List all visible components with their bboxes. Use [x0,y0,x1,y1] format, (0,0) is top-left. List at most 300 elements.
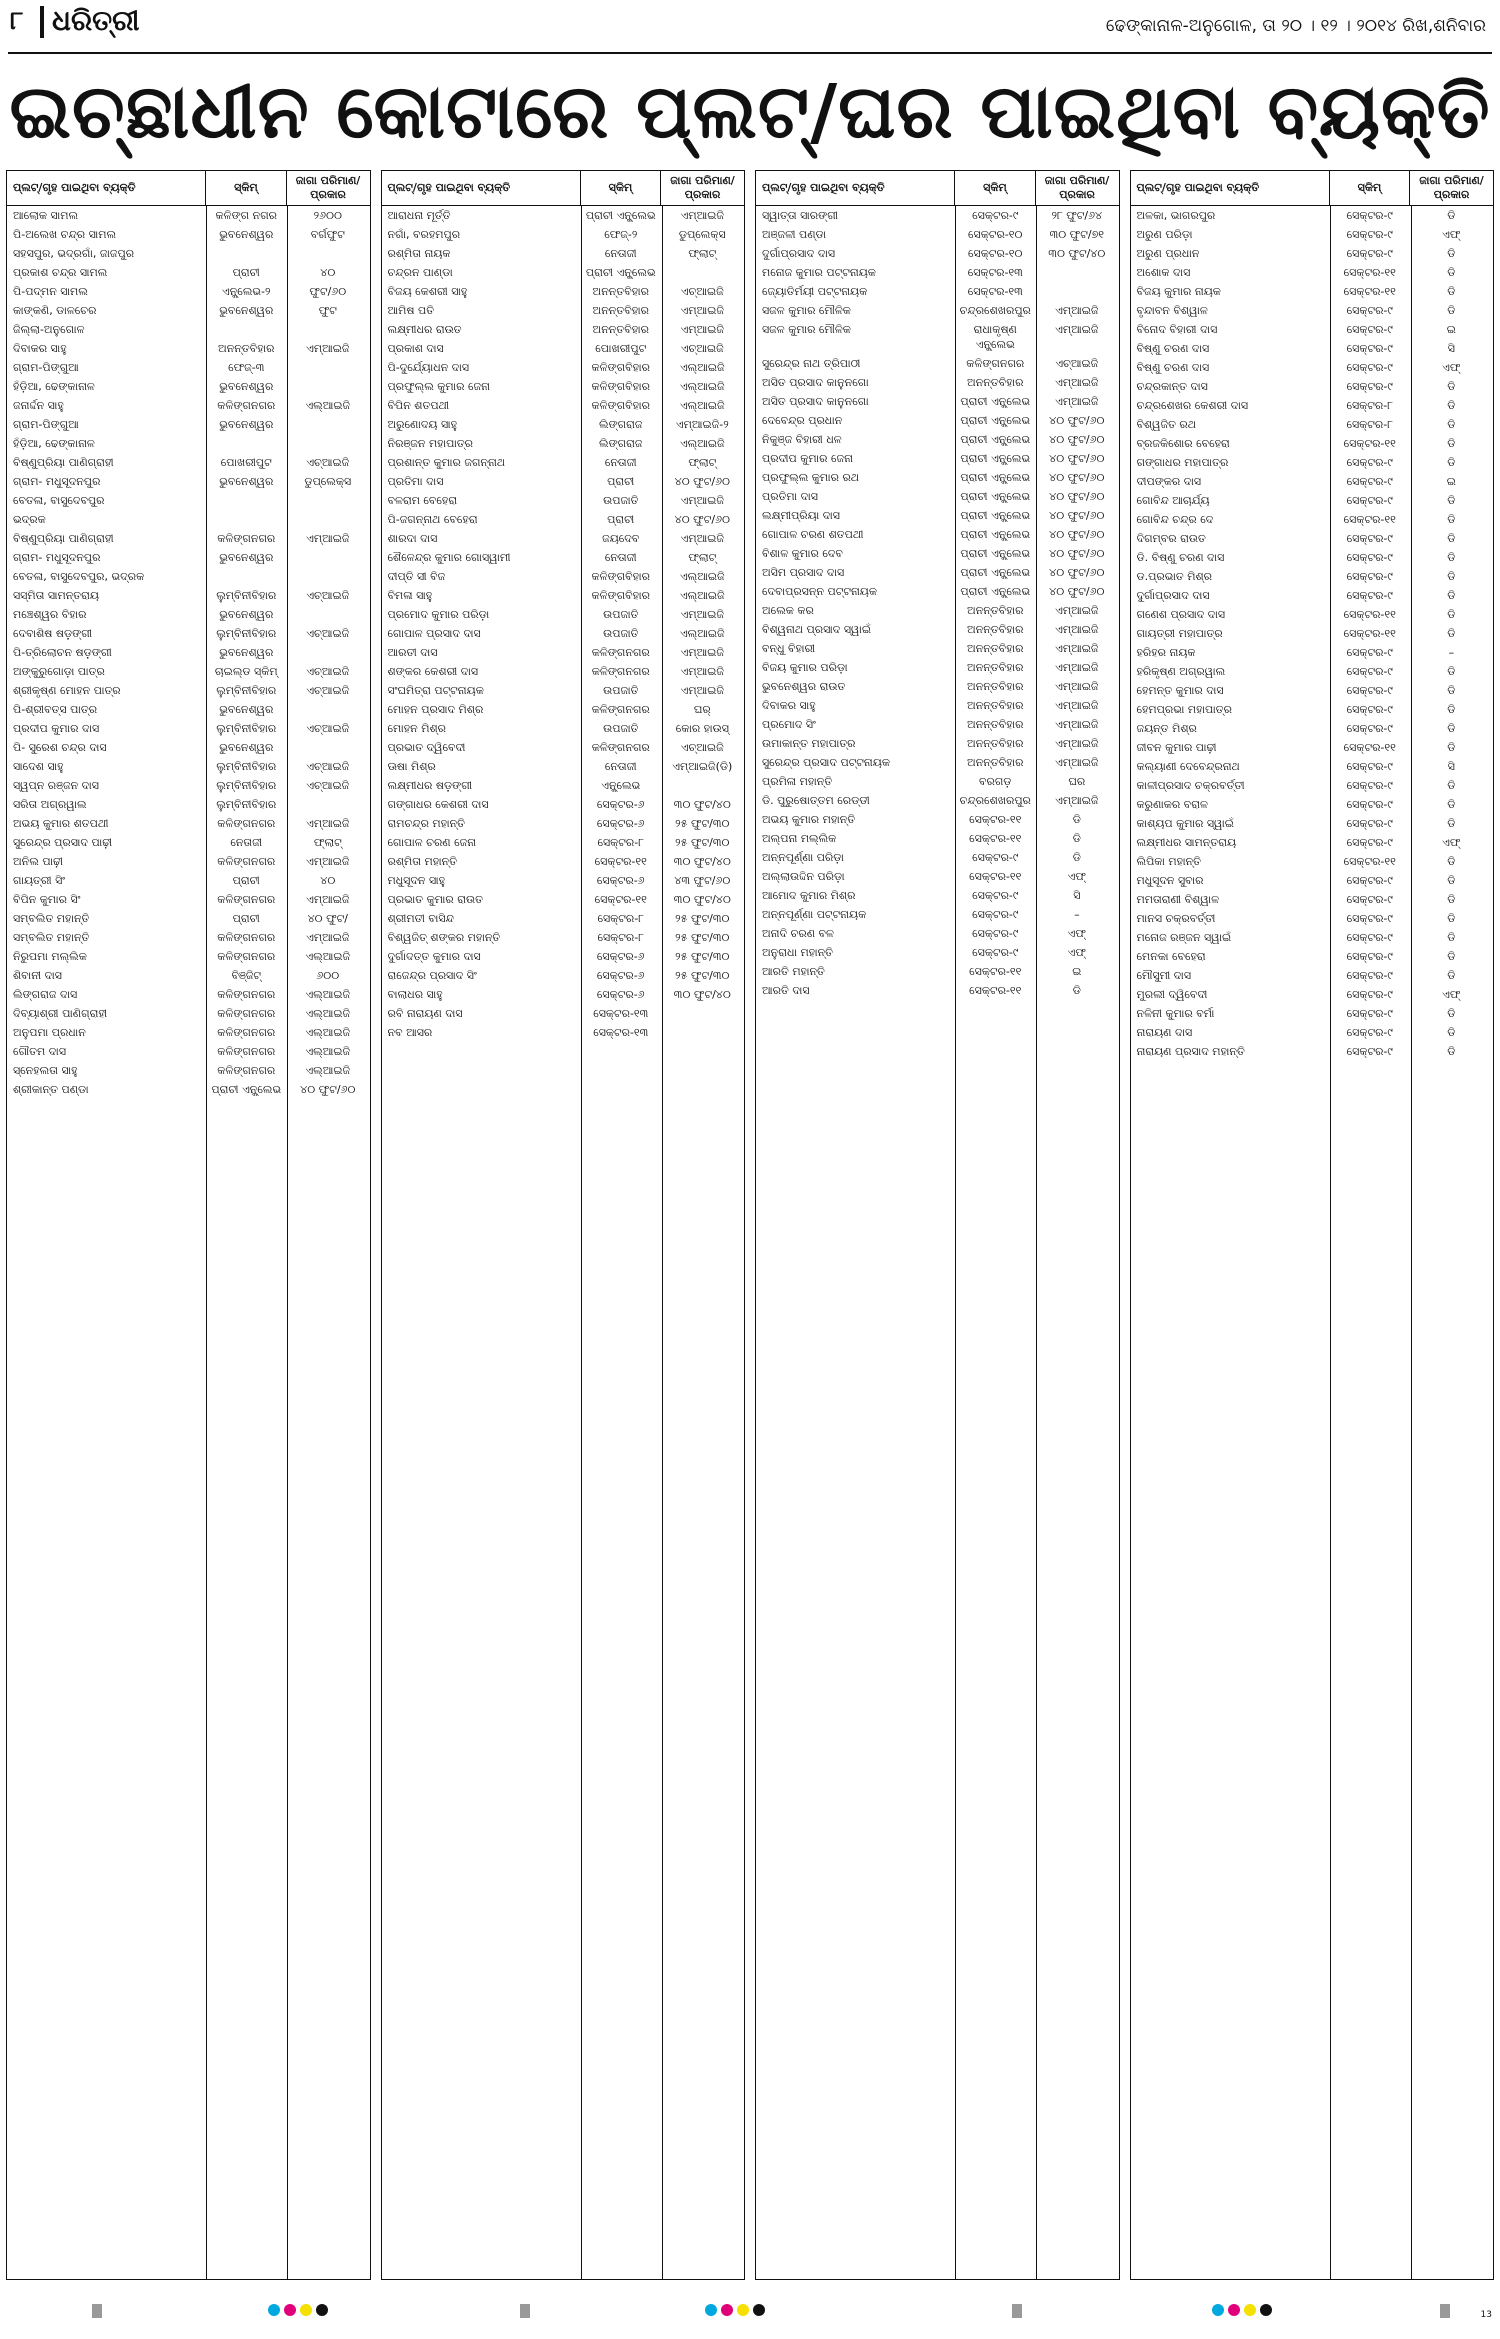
table-row [756,848,1119,867]
allottee-name: ଚନ୍ଦ୍ରଶେଖର କେଶରୀ ଦାସ [1136,399,1249,412]
scheme-name: ସେକ୍ଟର-୯ [1346,817,1393,830]
table-row [382,244,745,263]
plot-size: ଏଚ୍ଆଇଜି [680,741,724,754]
scheme-name: ନେତାଜୀ [230,836,263,849]
table-row [1131,1023,1494,1042]
table-row [1131,358,1494,377]
scheme-name: ଜୟଦେବ [602,532,640,545]
allottee-name: ଶିବାନୀ ଦାସ [13,969,62,982]
table-row [1131,282,1494,301]
plot-size: ଏମ୍ଆଇଜି [1055,395,1099,408]
plot-size: ସି [1447,342,1455,355]
scheme-name: ସେକ୍ଟର-୧୧ [1343,741,1396,754]
scheme-name: ପ୍ରାଚୀ ଏନ୍କ୍ଲେଭ [960,414,1031,427]
plot-size: ଏଲ୍ଆଇଜି [679,589,725,602]
scheme-name: କଳିଙ୍ଗନଗର [217,1064,276,1077]
table-row [756,924,1119,943]
gray-registration-mark [1012,2304,1022,2318]
scheme-name: ସେକ୍ଟର-୯ [1346,779,1393,792]
allottee-name: ଶ୍ରୀକୃଷ୍ଣ ମୋହନ ପାତ୍ର [13,684,121,697]
allottee-name: ଦିଗମ୍ବର ରାଉତ [1136,532,1206,545]
allottee-name: ଲିଙ୍ଗରାଜ ଦାସ [13,988,78,1001]
plot-size: ଡି [1447,437,1456,450]
scheme-name: ସେକ୍ଟର-୯ [972,946,1019,959]
gray-registration-mark [520,2304,530,2318]
plot-size: ଏମ୍ଆଇଜି [1055,718,1099,731]
allottee-name: ସୁରେନ୍ଦ୍ର ପ୍ରସାଦ ପାଢ଼ୀ [13,836,113,849]
allottee-name: ରବି ନାରାୟଣ ଦାସ [387,1007,463,1020]
table-row [756,320,1119,354]
black-dot [316,2304,328,2316]
allottee-name: ସରିତା ଅଗ୍ରୱାଲ [13,798,87,811]
table-column-4 [1130,170,1495,2280]
allottee-name: ଅନାଦି ଚରଣ ବଳ [762,927,835,940]
allottee-name: ଅଲ୍ପନା ମଲ୍ଲିକ [762,832,837,845]
scheme-name: ସେକ୍ଟର-୯ [1346,760,1393,773]
allottee-name: ହଁଡ଼ିଆ, ଢେଙ୍କାନାଳ [13,380,95,393]
scheme-name: ଲୁମ୍ବିନୀବିହାର [216,798,277,811]
scheme-name: ପ୍ରାଚୀ ଏନ୍କ୍ଲେଭ [960,528,1031,541]
scheme-name: ଏନ୍କ୍ଲେଭ [601,779,641,792]
plot-size: ୪୦ [320,266,336,279]
scheme-name: ସେକ୍ଟର-୯ [1346,988,1393,1001]
table-row [7,909,370,928]
scheme-name: କଳିଙ୍ଗନଗର [591,665,650,678]
table-row [7,1042,370,1061]
allottee-name: ହେମନ୍ତ କୁମାର ଦାସ [1136,684,1224,697]
scheme-name: ପ୍ରାଚୀ ଏନ୍କ୍ଲେଭ [960,566,1031,579]
table-row [756,962,1119,981]
allottee-name: ଆମୋଦ କୁମାର ମିଶ୍ର [762,889,856,902]
scheme-name: ସେକ୍ଟର-୮ [597,912,644,925]
table-row [756,886,1119,905]
scheme-name: ସେକ୍ଟର-୯ [1346,247,1393,260]
plot-size: ୩୦ ଫୁଟ/୪୦ [673,988,731,1001]
plot-size: ଏମ୍ଆଇଜି [680,665,724,678]
table-row [7,453,370,472]
scheme-name: ଲୁମ୍ବିନୀବିହାର [216,627,277,640]
allottee-name: ସାଦେଶ ସାହୁ [13,760,64,773]
scheme-name: ସେକ୍ଟର-୯ [1346,475,1393,488]
scheme-name: ସେକ୍ଟର-୧୧ [594,855,647,868]
plot-size: ଘର୍ [693,703,711,716]
scheme-name: ଭୁବନେଶ୍ୱର [219,703,274,716]
table-row [382,206,745,225]
allottee-name: ପ୍ରତିମା ଦାସ [387,475,444,488]
plot-size: ଘର [1068,775,1086,788]
allottee-name: ନିକୁଞ୍ଜ ବିହାରୀ ଧଳ [762,433,842,446]
scheme-name: ସେକ୍ଟର-୯ [1346,874,1393,887]
table-row [7,719,370,738]
table-column-1 [6,170,371,2280]
scheme-name: ଅନନ୍ତବିହାର [592,304,649,317]
plot-size: ୪୦ ଫୁଟ/୬୦ [1049,490,1105,503]
plot-size: ଡି [1447,247,1456,260]
table-row [756,263,1119,282]
table-column-2 [381,170,746,2280]
allottee-name: ଦୁର୍ଗାପ୍ରସାଦ ଦାସ [762,247,836,260]
plot-size: ଏମ୍ଆଇଜି [1055,699,1099,712]
table-row [382,624,745,643]
plot-size: ଏଚ୍ଆଇଜି [306,684,350,697]
table-row [756,354,1119,373]
page-number: ୮ [10,6,24,36]
scheme-name: ଉପଜାତି [603,608,639,621]
plot-size: ୨୫ ଫୁଟ/୩୦ [675,836,730,849]
scheme-name: ସେକ୍ଟର-୯ [1346,456,1393,469]
table-row [7,225,370,244]
plot-size: ଏମ୍ଆଇଜି [306,855,350,868]
scheme-name: ସେକ୍ଟର-୯ [972,927,1019,940]
allottee-name: ଗ୍ରାମ- ମଧୁସୂଦନପୁର [13,475,101,488]
table-row [382,1023,745,1042]
dateline: ଢେଙ୍କାନାଳ-ଅନୁଗୋଳ, ତା ୨୦ । ୧୨ । ୨୦୧୪ ରିଖ,ଶନିବାର [1105,16,1486,36]
table-row [382,928,745,947]
magenta-dot [284,2304,296,2316]
allottee-name: ବିଜୟ କୁମାର ନାୟକ [1136,285,1221,298]
allottee-name: ସଂଘମିତ୍ରା ପଟ୍ଟନାୟକ [387,684,484,697]
allottee-name: ବିଶ୍ୱଜିତ ରଥ [1136,418,1196,431]
scheme-name: ନେତାଜୀ [604,760,637,773]
scheme-name: ଚନ୍ଦ୍ରଶେଖରପୁର [959,794,1031,807]
plot-size: ୪୦ ଫୁଟ/୬୦ [1049,452,1105,465]
scheme-name: ଚାଇଲ୍ଡ ସ୍କିମ୍ [214,665,278,678]
table-row [382,358,745,377]
plot-size: ଡି [1447,1045,1456,1058]
table-row [756,829,1119,848]
plot-size: ଏଲ୍ଆଇଜି [679,380,725,393]
allottee-name: ସହସପୁର, ଭଦ୍ରଗାଁ, ଜାଜପୁର [13,247,135,260]
plot-size: ଡି [1447,874,1456,887]
yellow-dot [737,2304,749,2316]
table-row [7,244,370,263]
allottee-name: ରାମଚନ୍ଦ୍ର ମହାନ୍ତି [387,817,465,830]
allottee-name: ଗଙ୍ଗାଧର ମହାପାତ୍ର [1136,456,1229,469]
allottee-name: କରୁଣାକର ବରାଳ [1136,798,1208,811]
scheme-name: ସେକ୍ଟର-୧୧ [1343,266,1396,279]
plot-size: ବର୍ଗଫୁଟ [310,228,345,241]
scheme-name: ସେକ୍ଟର-୧୧ [1343,437,1396,450]
scheme-name: ସେକ୍ଟର-୧୧ [1343,608,1396,621]
table-row [1131,947,1494,966]
plot-size: ଡି [1072,851,1081,864]
header-name: ପ୍ଲଟ୍/ଗୃହ ପାଇଥିବା ବ୍ୟକ୍ତି [762,181,885,194]
table-row [382,757,745,776]
scheme-name: ସେକ୍ଟର-୯ [1346,1007,1393,1020]
cmyk-registration-mark [705,2304,765,2316]
allottee-name: ସ୍ୱାତ୍ତା ସାରଙ୍ଗୀ [762,209,839,222]
allottee-name: ଅରୁଣୋଦୟ ସାହୁ [387,418,458,431]
table-row [1131,928,1494,947]
table-column-3 [755,170,1120,2280]
allottee-name: ଗୋପାଳ ପ୍ରସାଦ ଦାସ [387,627,481,640]
scheme-name: ଉପଜାତି [603,722,639,735]
plot-size: ଡି [1447,665,1456,678]
allottee-name: ଜନାର୍ଦ୍ଦନ ସାହୁ [13,399,64,412]
plot-size: ୪୦ ଫୁଟ/୬୦ [1049,566,1105,579]
table-row [1131,719,1494,738]
scheme-name: ସେକ୍ଟର-୧୧ [969,813,1022,826]
allottee-name: ଆରତୀ ଦାସ [387,646,438,659]
header-name: ପ୍ଲଟ୍/ଗୃହ ପାଇଥିବା ବ୍ୟକ୍ତି [13,181,136,194]
scheme-name: ନେତାଜୀ [604,551,637,564]
plot-size: ଡି [1447,532,1456,545]
scheme-name: ଭୁବନେଶ୍ୱର [219,741,274,754]
allottee-name: ହରିହର ନାୟକ [1136,646,1196,659]
table-row [7,491,370,510]
plot-size: ଏଚ୍ଆଇଜି [680,285,724,298]
plot-size: ଏମ୍ଆଇଜି [1055,376,1099,389]
table-row [382,985,745,1004]
plot-size: ଏମ୍ଆଇଜି [1055,623,1099,636]
allottee-name: ଆରତି ମହାନ୍ତି [762,965,825,978]
table-row [7,377,370,396]
plot-size: ଡି [1447,950,1456,963]
allottee-name: ଦେବେନ୍ଦ୍ର ପ୍ରଧାନ [762,414,843,427]
table-row [7,643,370,662]
allottee-name: ଆମିଷ ପତି [387,304,435,317]
plot-size: ଏଚ୍ଆଇଜି [1055,357,1099,370]
scheme-name: ସେକ୍ଟର-୯ [1346,950,1393,963]
allottee-name: ଅଭୟ କୁମାର ଶତପଥୀ [13,817,109,830]
scheme-name: ସେକ୍ଟର-୧୧ [1343,855,1396,868]
scheme-name: ସେକ୍ଟର-୬ [596,988,645,1001]
plot-size: ଡି [1447,627,1456,640]
allottee-name: ପ୍ରମୋଦ କୁମାର ପରିଡ଼ା [387,608,490,621]
scheme-name: ସେକ୍ଟର-୯ [1346,380,1393,393]
table-row [7,966,370,985]
table-row [7,567,370,586]
allottee-name: ପି-ଅଲେଖ ଚନ୍ଦ୍ର ସାମଲ [13,228,117,241]
table-row [7,776,370,795]
allottee-name: ଗ୍ରାମ-ପିଙ୍ଗୁଆ [13,361,79,374]
plot-size: ଇ [1446,323,1456,336]
scheme-name: ପ୍ରାଚୀ ଏନ୍କ୍ଲେଭ [960,471,1031,484]
table-row [1131,776,1494,795]
scheme-name: ସେକ୍ଟର-୯ [1346,304,1393,317]
plot-size: ଏଲ୍ଆଇଜି [305,1007,351,1020]
table-row [7,320,370,339]
scheme-name: ଭୁବନେଶ୍ୱର [219,418,274,431]
allottee-name: ଅଶୋକ ଦାସ [1136,266,1191,279]
table-row [756,392,1119,411]
scheme-name: ପୋଖରୀପୁଟ [595,342,647,355]
plot-size: ଡି [1447,494,1456,507]
allottee-name: ଜୀବନ କୁମାର ପାଢ଼ୀ [1136,741,1217,754]
scheme-name: ଉପଜାତି [603,684,639,697]
scheme-name: କଳିଙ୍ଗନଗର [591,741,650,754]
header-name: ପ୍ଲଟ୍/ଗୃହ ପାଇଥିବା ବ୍ୟକ୍ତି [387,181,511,194]
table-row [1131,548,1494,567]
scheme-name: ସେକ୍ଟର-୯ [1346,798,1393,811]
plot-size: ୩୦ ଫୁଟ/୪୦ [673,798,731,811]
allottee-name: ପ୍ରଦୀପ କୁମାର ଦାସ [13,722,100,735]
page-number-divider [40,6,44,38]
allottee-name: ଗୋବିନ୍ଦ ଆଚାର୍ଯ୍ୟ [1136,494,1210,507]
allottee-name: ଅସିମ ପ୍ରସାଦ ଦାସ [762,566,845,579]
table-row [7,624,370,643]
table-row [756,620,1119,639]
cyan-dot [705,2304,717,2316]
plot-size: ଏମ୍ଆଇଜି [1055,661,1099,674]
plot-size: ଏଲ୍ଆଇଜି [305,950,351,963]
allottee-name: ପି-ଶ୍ରୀବତ୍ସ ପାତ୍ର [13,703,98,716]
table-row [1131,263,1494,282]
plot-size: ଡି [1447,209,1456,222]
scheme-name: ସେକ୍ଟର-୯ [1346,665,1393,678]
allottee-name: ଗୋପାଳ ଚରଣ ଶତପଥୀ [762,528,864,541]
scheme-name: ସେକ୍ଟର-୯ [1346,836,1393,849]
allottee-name: ଦିବାକର ସାହୁ [13,342,67,355]
allottee-name: ଜୟନ୍ତ ମିଶ୍ର [1136,722,1197,735]
scheme-name: ଲୁମ୍ବିନୀବିହାର [216,760,277,773]
allottee-name: ଦେବାପ୍ରସନ୍ନ ପଟ୍ଟନାୟକ [762,585,878,598]
allottee-name: ଅଲେକ କର [762,604,814,617]
allottee-name: ଶ୍ରୀମତୀ ବାସିନ୍ଦ [387,912,454,925]
table-row [1131,491,1494,510]
allottee-name: ଲକ୍ଷ୍ମୀଧର ରାଉତ [387,323,462,336]
scheme-name: ସେକ୍ଟର-୯ [1346,722,1393,735]
scheme-name: ସେକ୍ଟର-୧୩ [967,285,1023,298]
table-row [1131,681,1494,700]
allottee-name: ବ୍ରଜକିଶୋର ବେହେରା [1136,437,1230,450]
scheme-name: ଉପଜାତି [603,494,639,507]
table-row [7,1080,370,1099]
black-dot [753,2304,765,2316]
scheme-name: କଳିଙ୍ଗନଗର [217,931,276,944]
table-row [756,658,1119,677]
allottee-name: ରଶ୍ମିତା ମହାନ୍ତି [387,855,458,868]
table-row [382,966,745,985]
scheme-name: ଫେଜ୍-୩ [228,361,265,374]
masthead [0,0,1500,52]
plot-size: ଫ୍ଲାଟ୍ [688,551,717,564]
plot-size: ଏମ୍ଆଇଜି [1055,304,1099,317]
scheme-name: ଅନନ୍ତବିହାର [967,642,1024,655]
allottee-name: ପ୍ରଦୀପ କୁମାର ଜେନା [762,452,853,465]
scheme-name: ସେକ୍ଟର-୬ [596,969,645,982]
allottee-name: ଶଙ୍କର କେଶରୀ ଦାସ [387,665,479,678]
scheme-name: କଳିଙ୍ଗ ନଗର [215,209,277,222]
header-size: ଜାଗା ପରିମାଣ/ ପ୍ରକାର [660,171,744,205]
table-row [7,282,370,301]
allottee-name: ବିଶ୍ୱନାଥ ପ୍ରସାଦ ସ୍ୱାଇଁ [762,623,872,636]
table-row [382,833,745,852]
table-row [7,814,370,833]
allottee-name: ପ୍ରଫୁଲ୍ଲ କୁମାର ରଥ [762,471,860,484]
table-row [756,582,1119,601]
plot-size: ଏମ୍ଆଇଜି [1055,756,1099,769]
allottee-name: ସ୍ନେହଲତା ସାହୁ [13,1064,78,1077]
scheme-name: ସେକ୍ଟର-୯ [1346,912,1393,925]
scheme-name: ରାଧାକୃଷ୍ଣ ଏନ୍କ୍ଲେଭ [973,323,1017,351]
table-row [1131,662,1494,681]
allottee-name: ଅନୁରାଧା ମହାନ୍ତି [762,946,834,959]
table-row [756,506,1119,525]
allottee-name: ନାରାୟଣ ପ୍ରସାଦ ମହାନ୍ତି [1136,1045,1245,1058]
plot-size: ଏଲ୍ଆଇଜି [679,399,725,412]
masthead-rule [8,52,1492,54]
allottee-name: ବିଷ୍ଣୁପ୍ରିୟା ପାଣିଗ୍ରାହୀ [13,532,114,545]
scheme-name: ଲୁମ୍ବିନୀବିହାର [216,684,277,697]
scheme-name: କଳିଙ୍ଗନଗର [217,893,276,906]
allottee-name: ପ୍ରତିମା ଦାସ [762,490,818,503]
allottee-name: ବିଷ୍ଣୁ ଚରଣ ଦାସ [1136,361,1210,374]
plot-size: ଏଫ୍ [1442,361,1461,374]
allottee-name: ନିରୁପମା ମଲ୍ଲିକ [13,950,87,963]
table-row [382,719,745,738]
allottee-name: ବିନୋଦ ବିହାରୀ ଦାସ [1136,323,1218,336]
table-row [1131,852,1494,871]
table-row [756,677,1119,696]
scheme-name: ଅନନ୍ତବିହାର [967,680,1024,693]
table-row [1131,472,1494,491]
scheme-name: କଳିଙ୍ଗନଗର [217,1045,276,1058]
table-row [7,1023,370,1042]
allotment-tables [6,170,1494,2280]
scheme-name: ଅନନ୍ତବିହାର [967,623,1024,636]
table-row [1131,909,1494,928]
table-row [7,985,370,1004]
allottee-name: ସଜଳ କୁମାର ମୌଳିକ [762,323,851,336]
table-row [382,700,745,719]
plot-size: ଏମ୍ଆଇଜି [1055,642,1099,655]
print-registration-strip [0,2296,1500,2326]
allottee-name: ରଶ୍ମିତା ନାୟକ [387,247,451,260]
allottee-name: ବାଲାଧର ସାହୁ [387,988,443,1001]
allottee-name: ବିଷ୍ଣୁପ୍ରିୟା ପାଣିଗ୍ରାହୀ [13,456,114,469]
table-row [382,339,745,358]
allottee-name: ଲକ୍ଷ୍ମୀଧର ଷଡ଼଼ଙ୍ଗୀ [387,779,473,792]
scheme-name: ଭୁବନେଶ୍ୱର [219,608,274,621]
allottee-name: ବିପିନ ଶତପଥୀ [387,399,450,412]
plot-size: ଏମ୍ଆଇଜି [306,342,350,355]
table-row [382,263,745,282]
table-row [7,263,370,282]
allottee-name: ମୋହନ ପ୍ରସାଦ ମିଶ୍ର [387,703,484,716]
scheme-name: ସେକ୍ଟର-୮ [1346,399,1393,412]
allottee-name: ମଧୁସୂଦନ ସାହୁ [387,874,446,887]
scheme-name: ସେକ୍ଟର-୧୦ [968,228,1023,241]
table-row [1131,738,1494,757]
page-headline: ଇଚ୍ଛାଧୀନ କୋଟାରେ ପ୍ଲଟ୍/ଘର ପାଇଥିବା ବ୍ୟକ୍ତି [9,69,1491,155]
scheme-name: ସେକ୍ଟର-୮ [597,931,644,944]
allottee-name: ବିମଳା ସାହୁ [387,589,433,602]
plot-size: ୨୫ ଫୁଟ/୩୦ [675,950,730,963]
scheme-name: ସେକ୍ଟର-୧୧ [969,832,1022,845]
table-row [7,700,370,719]
table-row [756,734,1119,753]
table-row [1131,396,1494,415]
table-row [1131,1042,1494,1061]
yellow-dot [1244,2304,1256,2316]
plot-size: ଏମ୍ଆଇଜି [1055,794,1099,807]
scheme-name: ଲୁମ୍ବିନୀବିହାର [216,779,277,792]
plot-size: ଏମ୍ଆଇଜି [306,931,350,944]
allottee-name: ସମ୍ବଲିତ ମହାନ୍ତି [13,912,90,925]
allottee-name: ଅଳକା, ଭାଗରପୁର [1136,209,1216,222]
table-row [756,981,1119,1000]
scheme-name: ପୋଖରୀପୁଟ [220,456,272,469]
table-row [382,662,745,681]
plot-size: ଡି [1447,570,1456,583]
table-row [7,1061,370,1080]
allottee-name: ପି-ତ୍ରିଲୋଚନ ଷଡ଼଼ଙ୍ଗୀ [13,646,112,659]
allottee-name: ଦିବାକର ସାହୁ [762,699,816,712]
table-row [756,753,1119,772]
allottee-name: ଗଙ୍ଗାଧର କେଶରୀ ଦାସ [387,798,489,811]
plot-size: ଏଚ୍ଆଇଜି [680,342,724,355]
